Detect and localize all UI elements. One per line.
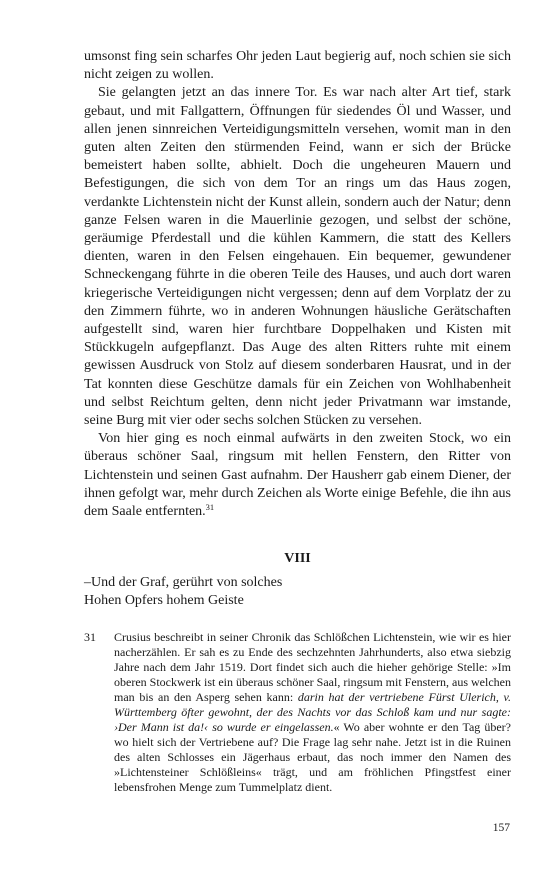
chapter-heading: VIII [284,551,311,567]
paragraph-3 [84,430,511,521]
epigraph [84,574,511,609]
footnote-text-end: « Wo aber wohnte er den Tag über? wo hielt sich der Vertriebene auf? Die Frage lag sehr nahe. Jetzt ist in die Ruinen des alten Schlosses ein Jägerhaus erbaut, das noch immer den Namen des »Lichtensteiner Schlößleins« trägt, und am fröhlichen Pfingstfest einer lebensfrohen Menge zum Tummelplatz dient. [114,720,511,795]
footnote-text [114,630,511,795]
page-content [84,48,511,795]
footnote-number: 31 [84,630,96,645]
epigraph-line-1: –Und der Graf, gerührt von solches [84,575,283,591]
paragraph-2: Sie gelangten jetzt an das innere Tor. Es war nach alter Art tief, stark gebaut, und mit Fallgattern, Öffnungen für siedendes Öl und Wasser, und allen jenen sinnreichen Verteidigungsmitteln versehen, womit man in den guten alten Zeiten den stürmenden Feind, wann er sich der Brücke bemeistert haben sollte, abhielt. Doch die ungeheuren Mauern und Befestigungen, die sich von dem Tor an rings um das Haus zogen, verdankte Lichtenstein nicht der Kunst allein, sondern auch der Natur; denn ganze Felsen waren in die Mauerlinie gezogen, und selbst der schöne, geräumige Pferdestall und die kühlen Kammern, die statt des Kellers dienten, waren in den Felsen eingehauen. Ein bequemer, gewundener Schneckengang führte in die oberen Teile des Hauses, und auch dort waren kriegerische Verteidigungen nicht vergessen; denn auf dem Vorplatz der zu den Zimmern führte, wo in anderen Wohnungen häusliche Gerätschaften aufgestellt sind, waren hier furchtbare Doppelhaken und Kisten mit Stückkugeln aufgepflanzt. Das Auge des alten Ritters ruhte mit einem gewissen Ausdruck von Stolz auf diesem sonderbaren Hausrat, und in der Tat konnten diese Geschütze damals für ein Zeichen von Wohlhabenheit und selbst Reichtum gelten, denn nicht jeder Privatmann war imstande, seine Burg mit vier oder sechs solchen Stücken zu versehen. [84,85,511,429]
paragraph-3-text: Von hier ging es noch einmal aufwärts in den zweiten Stock, wo ein überaus schöner Saal, ringsum mit hellen Fenstern, den Ritter von Lichtenstein und seinen Gast aufnahm. Der Hausherr gab einem Diener, der ihnen gefolgt war, mehr durch Zeichen als Worte einige Befehle, die ihn aus dem Saale entfernten. [84,431,511,520]
paragraph-1: umsonst fing sein scharfes Ohr jeden Laut begierig auf, noch schien sie sich nicht zeigen zu wollen. [84,49,511,83]
footnote [84,630,511,795]
footnote-text-start: Crusius beschreibt in seiner Chronik das Schlößchen Lichtenstein, wie wir es hier nacherzählen. Er sah es zu Ende des sechzehnten Jahrhunderts, also etwa siebzig Jahre nach dem Jahr 1519. Dort findet sich auch die hieher gehörige Stelle: »Im oberen Stockwerk ist ein überaus schöner Saal, ringsum mit Fenstern, aus welchen man bis an den Asperg sehen kann: [114,630,511,705]
footnote-quote-italic: darin hat der vertriebene Fürst Ulerich, v. Württemberg öfter gewohnt, der des Nachts vor das Schloß kam und nur sagte: ›Der Mann ist da!‹ so wurde er eingelassen. [114,690,511,735]
epigraph-line-2: Hohen Opfers hohem Geiste [84,592,244,608]
footnote-reference[interactable]: 31 [205,502,215,513]
page-number: 157 [492,822,510,834]
